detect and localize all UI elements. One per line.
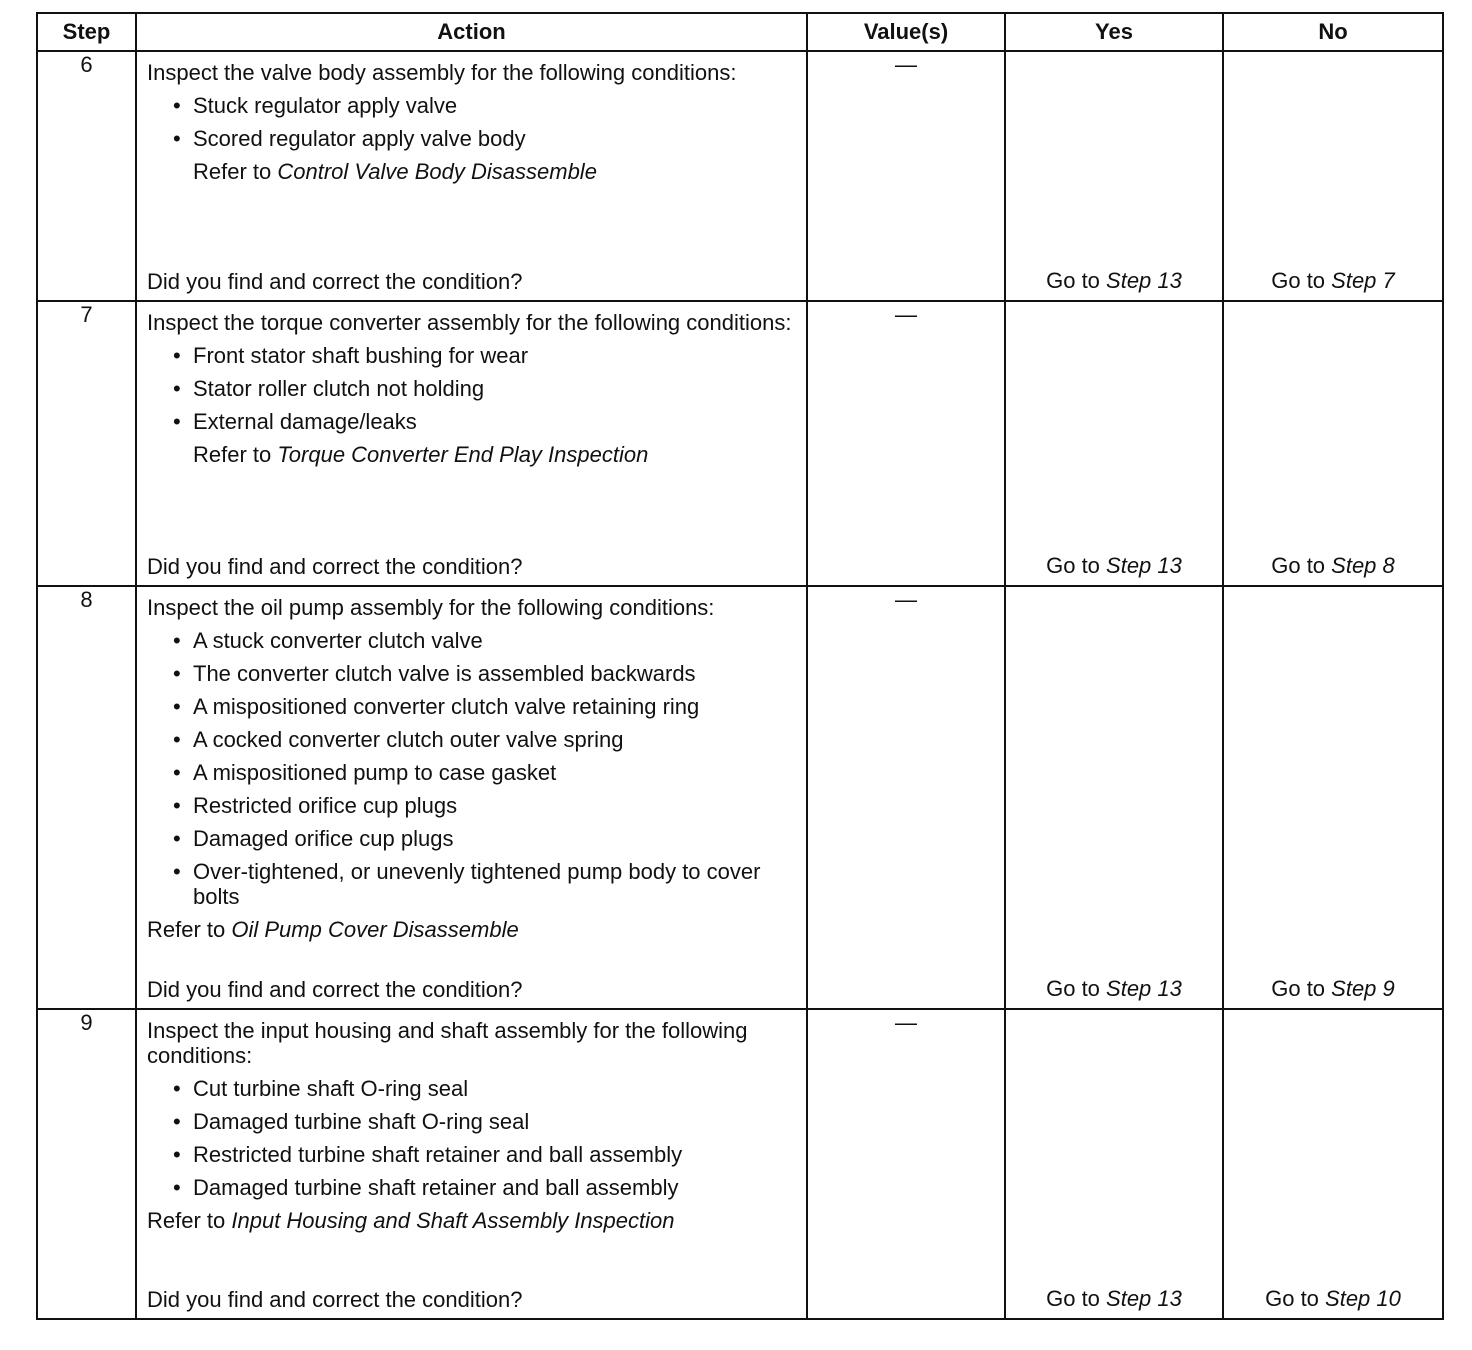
go-to-step-yes: Step 13	[1106, 553, 1182, 578]
condition-item: • Front stator shaft bushing for wear	[171, 343, 796, 368]
refer-to	[147, 159, 796, 184]
go-to-no	[1224, 976, 1442, 1002]
yes-cell	[1005, 301, 1223, 586]
refer-prefix: Refer to	[193, 159, 278, 184]
go-to-step-no: Step 9	[1331, 976, 1395, 1001]
action-content	[137, 1010, 806, 1233]
condition-item: • Stator roller clutch not holding	[171, 376, 796, 401]
condition-list	[147, 1076, 796, 1200]
condition-item: • External damage/leaks	[171, 409, 796, 434]
refer-prefix: Refer to	[193, 442, 278, 467]
action-content	[137, 302, 806, 467]
action-content	[137, 52, 806, 184]
go-to-step-no: Step 10	[1325, 1286, 1401, 1311]
value-cell: —	[807, 51, 1005, 301]
refer-link: Oil Pump Cover Disassemble	[231, 917, 519, 942]
condition-item: • Damaged turbine shaft O-ring seal	[171, 1109, 796, 1134]
condition-item: • Over-tightened, or unevenly tightened pump body to cover bolts	[171, 859, 796, 909]
value-cell: —	[807, 586, 1005, 1009]
condition-item: • Cut turbine shaft O-ring seal	[171, 1076, 796, 1101]
table-row	[37, 301, 1443, 586]
table-row	[37, 51, 1443, 301]
step-number: 8	[37, 586, 136, 1009]
no-cell	[1223, 51, 1443, 301]
yes-cell	[1005, 51, 1223, 301]
refer-to	[147, 1208, 796, 1233]
condition-item: • A cocked converter clutch outer valve spring	[171, 727, 796, 752]
condition-list	[147, 343, 796, 434]
refer-prefix: Refer to	[147, 917, 232, 942]
action-cell	[136, 1009, 807, 1319]
condition-item: • The converter clutch valve is assembled backwards	[171, 661, 796, 686]
action-intro: Inspect the input housing and shaft assembly for the following conditions:	[147, 1018, 748, 1068]
condition-item: • Restricted orifice cup plugs	[171, 793, 796, 818]
condition-item: • A mispositioned pump to case gasket	[171, 760, 796, 785]
yes-cell	[1005, 1009, 1223, 1319]
action-cell	[136, 586, 807, 1009]
condition-item: • Damaged turbine shaft retainer and ball assembly	[171, 1175, 796, 1200]
condition-list	[147, 628, 796, 909]
go-to-prefix: Go to	[1265, 1286, 1326, 1311]
action-intro: Inspect the torque converter assembly for the following conditions:	[147, 310, 792, 335]
header-row	[37, 13, 1443, 51]
go-to-prefix: Go to	[1271, 976, 1332, 1001]
refer-link: Torque Converter End Play Inspection	[277, 442, 649, 467]
table-row	[37, 586, 1443, 1009]
action-question: Did you find and correct the condition?	[147, 1287, 523, 1312]
condition-item: • A mispositioned converter clutch valve retaining ring	[171, 694, 796, 719]
go-to-prefix: Go to	[1046, 553, 1107, 578]
go-to-step-no: Step 7	[1331, 268, 1395, 293]
step-number: 9	[37, 1009, 136, 1319]
action-content	[137, 587, 806, 942]
go-to-yes	[1006, 268, 1222, 294]
refer-to	[147, 917, 796, 942]
action-cell	[136, 301, 807, 586]
go-to-yes	[1006, 1286, 1222, 1312]
refer-link: Control Valve Body Disassemble	[277, 159, 597, 184]
no-cell	[1223, 1009, 1443, 1319]
header-values: Value(s)	[807, 13, 1005, 51]
condition-item: • Scored regulator apply valve body	[171, 126, 796, 151]
action-question: Did you find and correct the condition?	[147, 269, 523, 294]
value-cell: —	[807, 1009, 1005, 1319]
refer-to	[147, 442, 796, 467]
step-number: 6	[37, 51, 136, 301]
condition-item: • Stuck regulator apply valve	[171, 93, 796, 118]
header-no: No	[1223, 13, 1443, 51]
go-to-yes	[1006, 553, 1222, 579]
go-to-prefix: Go to	[1271, 553, 1332, 578]
table-body	[37, 51, 1443, 1319]
go-to-no	[1224, 1286, 1442, 1312]
go-to-prefix: Go to	[1046, 976, 1107, 1001]
go-to-step-no: Step 8	[1331, 553, 1395, 578]
yes-cell	[1005, 586, 1223, 1009]
value-cell: —	[807, 301, 1005, 586]
go-to-prefix: Go to	[1271, 268, 1332, 293]
header-step: Step	[37, 13, 136, 51]
header-action: Action	[136, 13, 807, 51]
action-question: Did you find and correct the condition?	[147, 554, 523, 579]
action-cell	[136, 51, 807, 301]
no-cell	[1223, 586, 1443, 1009]
table-row	[37, 1009, 1443, 1319]
action-intro: Inspect the oil pump assembly for the following conditions:	[147, 595, 715, 620]
action-question: Did you find and correct the condition?	[147, 977, 523, 1002]
refer-prefix: Refer to	[147, 1208, 232, 1233]
go-to-no	[1224, 268, 1442, 294]
action-intro: Inspect the valve body assembly for the following conditions:	[147, 60, 737, 85]
go-to-step-yes: Step 13	[1106, 976, 1182, 1001]
diagnostic-table	[36, 12, 1444, 1320]
condition-item: • A stuck converter clutch valve	[171, 628, 796, 653]
condition-item: • Damaged orifice cup plugs	[171, 826, 796, 851]
go-to-yes	[1006, 976, 1222, 1002]
no-cell	[1223, 301, 1443, 586]
go-to-prefix: Go to	[1046, 268, 1107, 293]
step-number: 7	[37, 301, 136, 586]
go-to-prefix: Go to	[1046, 1286, 1107, 1311]
header-yes: Yes	[1005, 13, 1223, 51]
go-to-step-yes: Step 13	[1106, 1286, 1182, 1311]
refer-link: Input Housing and Shaft Assembly Inspection	[231, 1208, 675, 1233]
go-to-step-yes: Step 13	[1106, 268, 1182, 293]
condition-item: • Restricted turbine shaft retainer and ball assembly	[171, 1142, 796, 1167]
condition-list	[147, 93, 796, 151]
go-to-no	[1224, 553, 1442, 579]
